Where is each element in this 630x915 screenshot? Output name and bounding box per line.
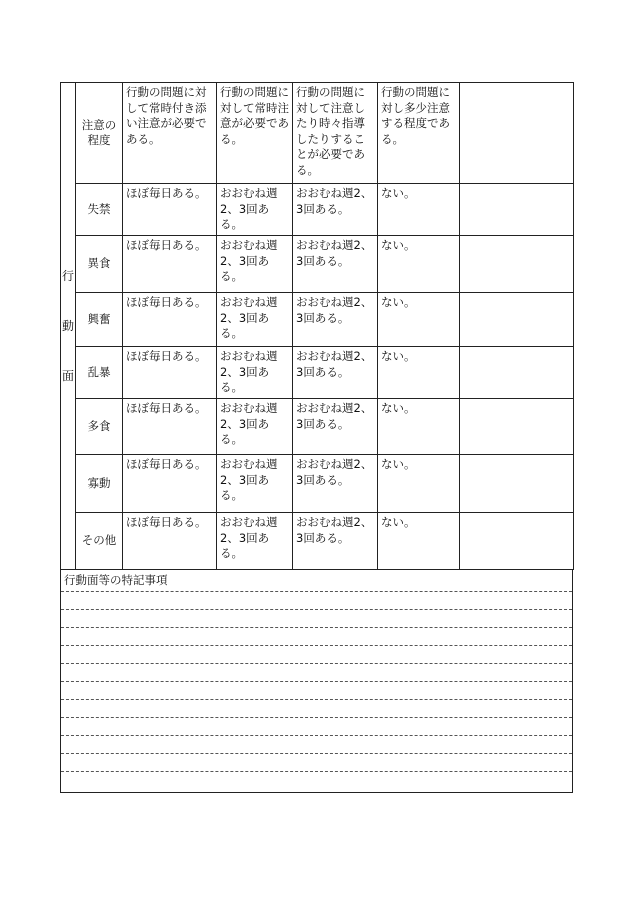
- level-header-2: 行動の問題に対して常時注意が必要である。: [217, 83, 293, 184]
- table-cell: おおむね週2、3回ある。: [217, 236, 293, 293]
- table-row: [61, 184, 574, 236]
- table-cell: [460, 293, 574, 347]
- note-line: [61, 609, 572, 610]
- table-cell: [460, 455, 574, 513]
- table-cell: ほぼ毎日ある。: [123, 293, 217, 347]
- table-cell: おおむね週2、3回ある。: [293, 184, 378, 236]
- table-cell: ない。: [378, 293, 460, 347]
- note-line: [61, 753, 572, 754]
- table-cell: ほぼ毎日ある。: [123, 236, 217, 293]
- side-label-char: 面: [61, 369, 74, 383]
- table-cell: おおむね週2、3回ある。: [293, 347, 378, 399]
- note-line: [61, 735, 572, 736]
- table-row: [61, 236, 574, 293]
- table-cell: おおむね週2、3回ある。: [217, 347, 293, 399]
- table-cell: ない。: [378, 455, 460, 513]
- table-cell: ない。: [378, 347, 460, 399]
- table-cell: おおむね週2、3回ある。: [217, 184, 293, 236]
- table-cell: ない。: [378, 236, 460, 293]
- note-line: [61, 645, 572, 646]
- table-cell: ほぼ毎日ある。: [123, 399, 217, 455]
- table-cell: ほぼ毎日ある。: [123, 513, 217, 570]
- table-row: [61, 293, 574, 347]
- row-label: 失禁: [76, 184, 123, 236]
- special-notes-title: 行動面等の特記事項: [64, 573, 168, 587]
- table-cell: [460, 513, 574, 570]
- note-line: [61, 771, 572, 772]
- table-cell: ほぼ毎日ある。: [123, 184, 217, 236]
- level-header-4: 行動の問題に対し多少注意する程度である。: [378, 83, 460, 184]
- table-cell: おおむね週2、3回ある。: [293, 513, 378, 570]
- side-label-cell: [61, 83, 76, 570]
- table-row: [61, 347, 574, 399]
- table-cell: おおむね週2、3回ある。: [293, 455, 378, 513]
- table-cell: ない。: [378, 184, 460, 236]
- row-label: 乱暴: [76, 347, 123, 399]
- attention-degree-label: 注意の程度: [76, 83, 123, 184]
- level-header-5: [460, 83, 574, 184]
- table-cell: おおむね週2、3回ある。: [293, 293, 378, 347]
- table-cell: おおむね週2、3回ある。: [217, 455, 293, 513]
- note-line: [61, 663, 572, 664]
- table-cell: [460, 184, 574, 236]
- table-cell: おおむね週2、3回ある。: [217, 513, 293, 570]
- table-cell: おおむね週2、3回ある。: [293, 399, 378, 455]
- table-cell: ほぼ毎日ある。: [123, 455, 217, 513]
- note-line: [61, 681, 572, 682]
- row-label: 寡動: [76, 455, 123, 513]
- table-cell: [460, 347, 574, 399]
- level-header-1: 行動の問題に対して常時付き添い注意が必要である。: [123, 83, 217, 184]
- table-row: [61, 455, 574, 513]
- note-line: [61, 699, 572, 700]
- level-header-3: 行動の問題に対して注意したり時々指導したりすることが必要である。: [293, 83, 378, 184]
- row-label: 多食: [76, 399, 123, 455]
- special-notes-section[interactable]: [60, 570, 573, 793]
- table-cell: ない。: [378, 399, 460, 455]
- note-line: [61, 591, 572, 592]
- row-label: 興奮: [76, 293, 123, 347]
- header-row: [61, 83, 574, 184]
- table-cell: おおむね週2、3回ある。: [217, 293, 293, 347]
- behavior-table: [60, 82, 574, 570]
- note-line: [61, 717, 572, 718]
- row-label: その他: [76, 513, 123, 570]
- table-row: [61, 399, 574, 455]
- table-cell: [460, 236, 574, 293]
- behavior-assessment-form: [60, 82, 573, 793]
- side-label-char: 動: [61, 319, 74, 333]
- row-label: 異食: [76, 236, 123, 293]
- table-cell: ない。: [378, 513, 460, 570]
- note-line: [61, 627, 572, 628]
- side-label-char: 行: [61, 269, 74, 283]
- table-cell: ほぼ毎日ある。: [123, 347, 217, 399]
- table-row: [61, 513, 574, 570]
- table-cell: おおむね週2、3回ある。: [293, 236, 378, 293]
- table-cell: おおむね週2、3回ある。: [217, 399, 293, 455]
- table-cell: [460, 399, 574, 455]
